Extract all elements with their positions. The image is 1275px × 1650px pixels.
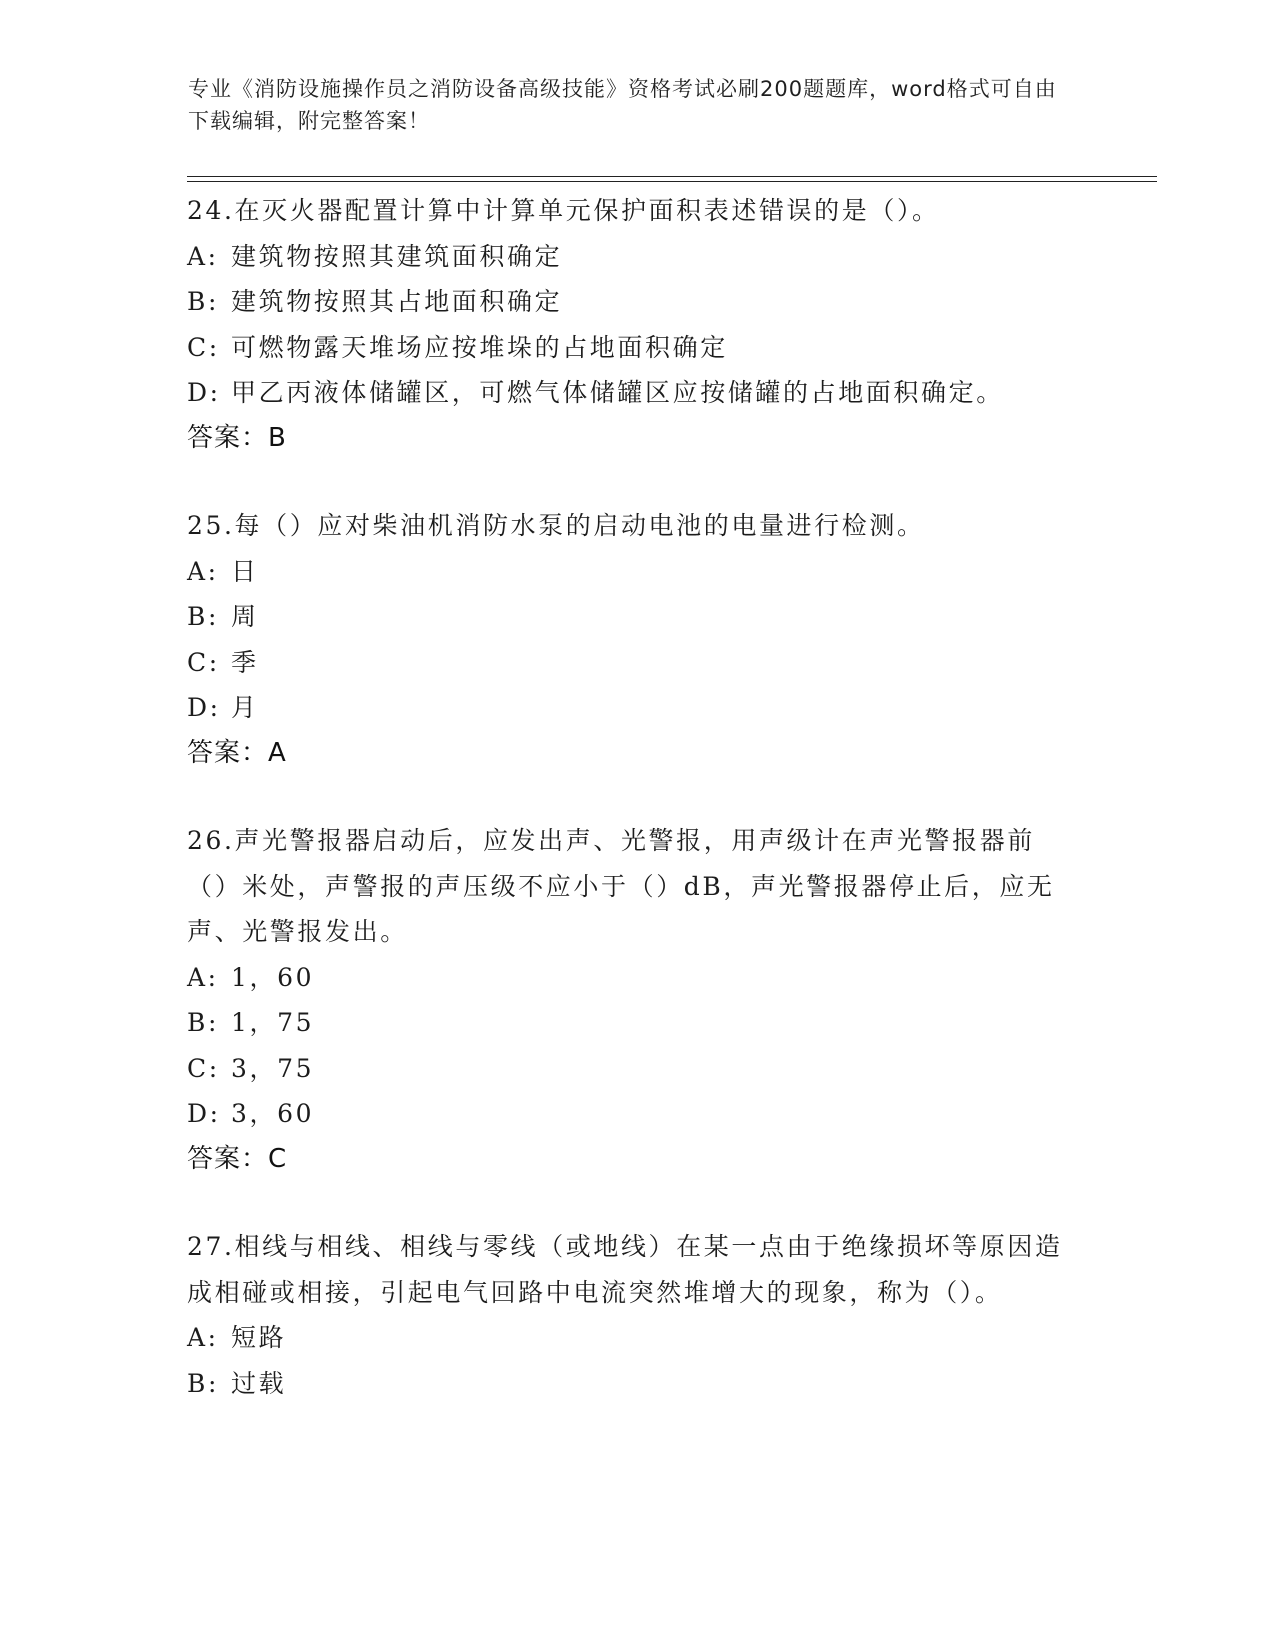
question-list <box>187 188 1077 1448</box>
option-a <box>187 955 1077 1001</box>
option-key: A: <box>187 241 219 271</box>
question-stem: 24.在灭火器配置计算中计算单元保护面积表述错误的是（）。 <box>187 196 940 225</box>
question-stem: 26.声光警报器启动后，应发出声、光警报，用声级计在声光警报器前（）米处，声警报的声压级不应小于（）dB，声光警报器停止后，应无声、光警报发出。 <box>187 826 1055 946</box>
option-key: D: <box>187 693 221 722</box>
question-26 <box>187 818 1077 1182</box>
option-text: 周 <box>231 602 259 631</box>
option-text: 季 <box>231 647 259 677</box>
option-text: 甲乙丙液体储罐区，可燃气体储罐区应按储罐的占地面积确定。 <box>231 378 1004 407</box>
option-text: 短路 <box>231 1323 287 1352</box>
option-key: C: <box>187 647 220 677</box>
answer-line: 答案：C <box>187 1143 288 1174</box>
answer-line: 答案：B <box>187 422 287 453</box>
option-a <box>187 549 1077 595</box>
option-a <box>187 1315 1077 1361</box>
option-key: D: <box>187 1099 221 1128</box>
option-key: B: <box>187 287 219 316</box>
option-key: D: <box>187 378 221 407</box>
header-rule-bottom <box>187 181 1157 182</box>
option-c <box>187 325 1077 371</box>
option-b <box>187 594 1077 640</box>
option-key: A: <box>187 962 219 992</box>
option-key: B: <box>187 1368 219 1398</box>
option-text: 3，60 <box>231 1099 315 1128</box>
option-key: B: <box>187 602 219 631</box>
option-key: B: <box>187 1008 219 1037</box>
option-b <box>187 1361 1077 1407</box>
option-b <box>187 279 1077 325</box>
question-stem: 27.相线与相线、相线与零线（或地线）在某一点由于绝缘损坏等原因造成相碰或相接，引起电气回路中电流突然堆增大的现象，称为（）。 <box>187 1232 1063 1307</box>
question-stem: 25.每（）应对柴油机消防水泵的启动电池的电量进行检测。 <box>187 511 925 540</box>
option-key: C: <box>187 332 220 362</box>
option-b <box>187 1000 1077 1046</box>
option-d <box>187 370 1077 416</box>
answer-line: 答案：A <box>187 737 287 768</box>
option-text: 建筑物按照其占地面积确定 <box>231 287 563 316</box>
option-d <box>187 685 1077 731</box>
option-text: 日 <box>231 556 259 586</box>
option-c <box>187 1046 1077 1092</box>
question-24 <box>187 188 1077 461</box>
option-key: A: <box>187 556 219 586</box>
option-text: 1，60 <box>231 962 315 992</box>
option-key: C: <box>187 1053 220 1083</box>
option-text: 过载 <box>231 1368 287 1398</box>
option-text: 建筑物按照其建筑面积确定 <box>231 241 563 271</box>
option-text: 可燃物露天堆场应按堆垛的占地面积确定 <box>231 332 728 362</box>
header-rule-top <box>187 176 1157 177</box>
option-text: 月 <box>231 693 259 722</box>
option-d <box>187 1091 1077 1137</box>
option-text: 1，75 <box>231 1008 315 1037</box>
option-c <box>187 640 1077 686</box>
question-27 <box>187 1224 1077 1406</box>
option-text: 3，75 <box>231 1053 315 1083</box>
question-25 <box>187 503 1077 776</box>
option-key: A: <box>187 1323 219 1352</box>
option-a <box>187 234 1077 280</box>
document-header: 专业《消防设施操作员之消防设备高级技能》资格考试必刷200题题库，word格式可自由下载编辑，附完整答案！ <box>188 77 1057 133</box>
